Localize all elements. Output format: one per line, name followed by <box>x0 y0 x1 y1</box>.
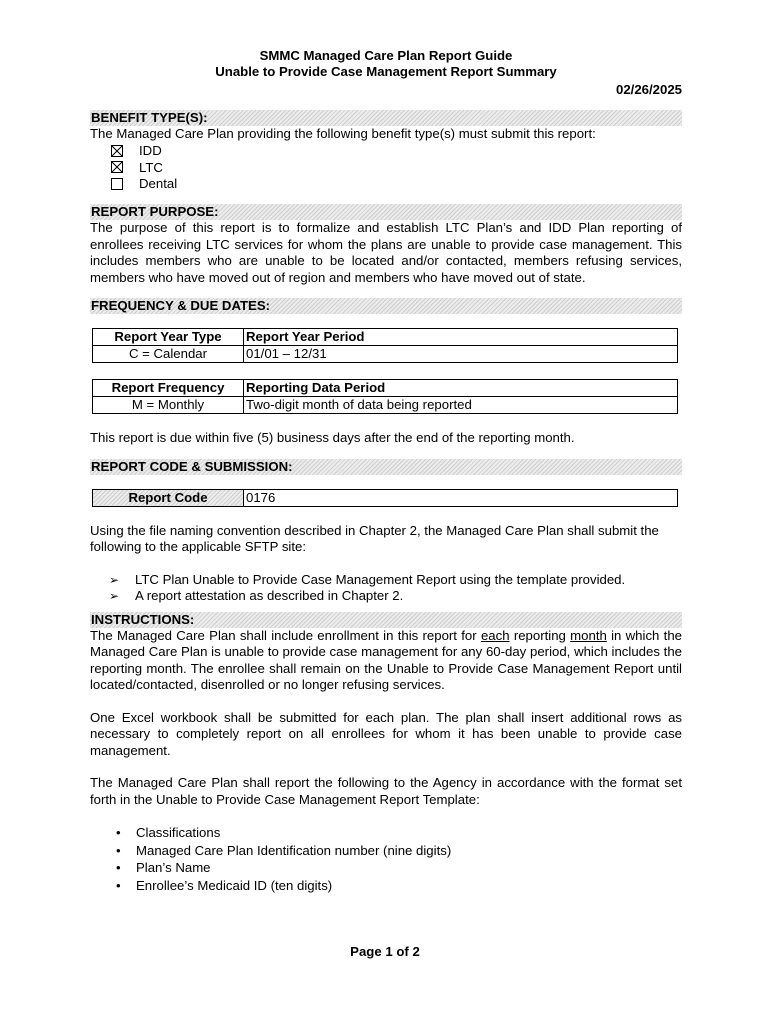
title-line-1: SMMC Managed Care Plan Report Guide <box>259 48 513 63</box>
instructions-bullet-list <box>90 824 682 894</box>
table-header-row <box>93 380 678 397</box>
section-heading-benefit: BENEFIT TYPE(S): <box>90 110 682 126</box>
table-cell: C = Calendar <box>93 346 244 363</box>
section-heading-instructions: INSTRUCTIONS: <box>90 612 682 628</box>
instructions-paragraph-2: One Excel workbook shall be submitted for each plan. The plan shall insert additional rows as necessary to completely report on all enrollees for whom it has been unable to provide case management. <box>90 709 682 758</box>
section-heading-submission: REPORT CODE & SUBMISSION: <box>90 459 682 475</box>
list-item-text: Managed Care Plan Identification number (nine digits) <box>136 842 452 858</box>
document-title <box>90 48 682 80</box>
table-header-row <box>93 329 678 346</box>
benefit-intro: The Managed Care Plan providing the following benefit type(s) must submit this report: <box>90 126 596 141</box>
table-header-cell: Report Frequency <box>93 380 244 397</box>
table-header-cell: Report Year Type <box>93 329 244 346</box>
page-number: Page 1 of 2 <box>350 944 420 959</box>
instructions-text: in which the Managed Care Plan is unable to provide case management for any 60-day period, which includes the reporting month. The enrollee shall remain on the Unable to Provide Case Management Report until located/contacted, disenrolled or no longer refusing services. <box>90 627 682 692</box>
list-item <box>116 877 682 895</box>
checked-box-icon <box>111 161 123 173</box>
purpose-text: The purpose of this report is to formalize and establish LTC Plan’s and IDD Plan reporting of enrollees receiving LTC services for whom the plans are unable to provide case management. This includes members who are unable to be located and/or contacted, members refusing services, members who have moved out of region and members who have moved out of state. <box>90 220 682 285</box>
arrow-bullet-icon: ➢ <box>109 572 120 587</box>
benefit-item-dental <box>90 176 682 193</box>
benefit-item-ltc <box>90 159 682 176</box>
document-page <box>90 48 682 894</box>
benefit-item-label: IDD <box>139 143 162 159</box>
arrow-bullet-icon: ➢ <box>109 589 120 603</box>
bullet-icon: • <box>116 877 121 893</box>
report-code-table <box>92 489 678 507</box>
list-item-text: Classifications <box>136 825 221 840</box>
section-heading-frequency: FREQUENCY & DUE DATES: <box>90 298 682 314</box>
table-row <box>93 346 678 363</box>
benefit-item-idd <box>90 143 682 160</box>
submission-list <box>90 572 682 605</box>
benefit-checklist <box>90 143 682 193</box>
report-year-table <box>92 328 678 363</box>
list-item-text: Enrollee’s Medicaid ID (ten digits) <box>136 877 333 893</box>
unchecked-box-icon <box>111 178 123 190</box>
table-row <box>93 489 678 506</box>
instructions-text: The Managed Care Plan shall include enrollment in this report for <box>90 627 481 643</box>
list-item <box>109 588 682 605</box>
list-item-text: A report attestation as described in Chapter 2. <box>135 588 404 603</box>
submission-text: Using the file naming convention described in Chapter 2, the Managed Care Plan shall submit the following to the applicable SFTP site: <box>90 522 659 554</box>
list-item <box>109 572 682 589</box>
benefit-item-label: LTC <box>139 159 163 175</box>
instructions-paragraph-1 <box>90 628 682 694</box>
list-item <box>116 824 682 842</box>
bullet-icon: • <box>116 842 121 858</box>
title-line-2: Unable to Provide Case Management Report Summary <box>215 64 557 79</box>
due-date-text: This report is due within five (5) business days after the end of the reporting month. <box>90 430 575 445</box>
list-item <box>116 859 682 877</box>
instructions-paragraph-3: The Managed Care Plan shall report the following to the Agency in accordance with the format set forth in the Unable to Provide Case Management Report Template: <box>90 775 682 807</box>
table-header-cell: Report Year Period <box>244 329 678 346</box>
document-date: 02/26/2025 <box>615 82 682 97</box>
bullet-icon: • <box>116 860 121 875</box>
benefit-item-label: Dental <box>139 176 178 192</box>
table-header-cell: Reporting Data Period <box>244 380 678 397</box>
section-heading-purpose: REPORT PURPOSE: <box>90 204 682 220</box>
instructions-emphasis-each: each <box>480 627 510 643</box>
list-item-text: LTC Plan Unable to Provide Case Management Report using the template provided. <box>135 571 626 587</box>
list-item <box>116 842 682 860</box>
instructions-emphasis-month: month <box>570 627 607 643</box>
report-code-label: Report Code <box>93 489 244 506</box>
table-cell: 01/01 – 12/31 <box>244 346 678 363</box>
report-frequency-table <box>92 379 678 414</box>
table-row <box>93 397 678 414</box>
report-code-value: 0176 <box>244 489 678 506</box>
table-cell: Two-digit month of data being reported <box>244 397 678 414</box>
checked-box-icon <box>111 145 123 157</box>
list-item-text: Plan’s Name <box>136 860 211 875</box>
bullet-icon: • <box>116 825 121 840</box>
instructions-text: reporting <box>509 627 571 643</box>
table-cell: M = Monthly <box>93 397 244 414</box>
